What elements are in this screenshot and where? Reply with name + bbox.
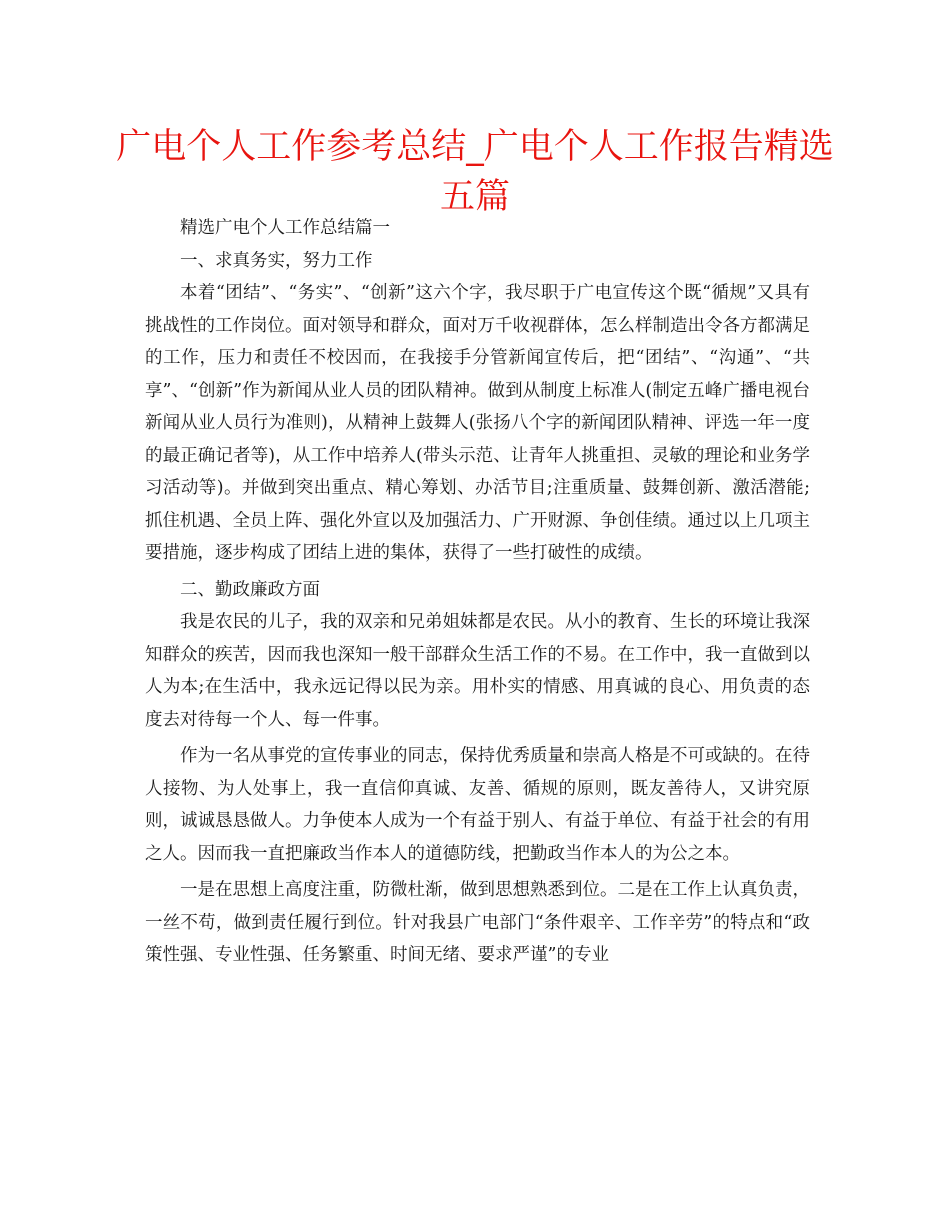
paragraph-1: 本着“团结”、“务实”、“创新”这六个字，我尽职于广电宣传这个既“循规”又具有挑战性的工作岗位。面对领导和群众，面对万千收视群体，怎么样制造出令各方都满足的工作，压力和责任不校因而，在我接手分管新闻宣传后，把“团结”、“沟通”、“共享”、“创新”作为新闻从业人员的团队精神。做到从制度上标准人(制定五峰广播电视台新闻从业人员行为准则)，从精神上鼓舞人(张扬八个字的新闻团队精神、评选一年一度的最正确记者等)，从工作中培养人(带头示范、让青年人挑重担、灵敏的理论和业务学习活动等)。并做到突出重点、精心筹划、办活节目;注重质量、鼓舞创新、激活潜能;抓住机遇、全员上阵、强化外宣以及加强活力、广开财源、争创佳绩。通过以上几项主要措施，逐步构成了团结上进的集体，获得了一些打破性的成绩。 [145,283,810,563]
paragraph-2: 我是农民的儿子，我的双亲和兄弟姐妹都是农民。从小的教育、生长的环境让我深知群众的疾苦，因而我也深知一般干部群众生活工作的不易。在工作中，我一直做到以人为本;在生活中，我永远记得以民为亲。用朴实的情感、用真诚的良心、用负责的态度去对待每一个人、每一件事。 [145,612,810,730]
title-line-2: 五篇 [439,177,510,217]
paragraph-3: 作为一名从事党的宣传事业的同志，保持优秀质量和崇高人格是不可或缺的。在待人接物、为人处事上，我一直信仰真诚、友善、循规的原则，既友善待人，又讲究原则，诚诚恳恳做人。力争使本人成为一个有益于别人、有益于单位、有益于社会的有用之人。因而我一直把廉政当作本人的道德防线，把勤政当作本人的为公之本。 [145,746,810,864]
title-line-1: 广电个人工作参考总结_广电个人工作报告精选 [116,127,834,167]
heading-2: 二、勤政廉政方面 [180,579,320,600]
document-title [110,122,840,222]
section-title: 精选广电个人工作总结篇一 [180,218,390,238]
document-body [145,212,810,972]
paragraph-4: 一是在思想上高度注重，防微杜渐，做到思想熟悉到位。二是在工作上认真负责，一丝不苟，做到责任履行到位。针对我县广电部门“条件艰辛、工作辛劳”的特点和“政策性强、专业性强、任务繁重、时间无绪、要求严谨”的专业 [145,880,810,965]
heading-1: 一、求真务实，努力工作 [180,250,373,271]
